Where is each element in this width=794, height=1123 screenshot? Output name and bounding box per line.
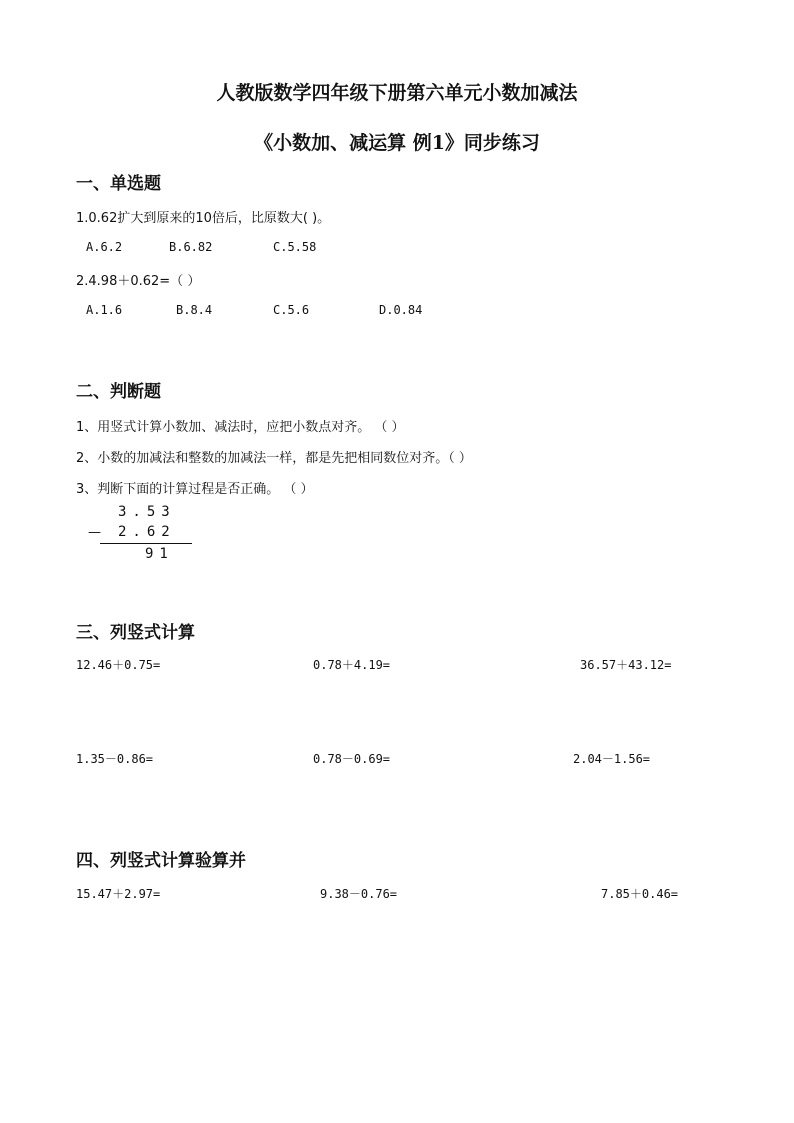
calc-4-3: 7.85＋0.46=: [601, 887, 679, 901]
calc-3-2: 0.78＋4.19=: [313, 658, 391, 672]
calc-3-5: 0.78－0.69=: [313, 752, 391, 766]
question-1-option-c: C.5.58: [273, 240, 317, 254]
calc-4-2: 9.38－0.76=: [320, 887, 398, 901]
vertical-top-number: 3.53: [118, 504, 176, 520]
question-1-option-b: B.6.82: [169, 240, 213, 254]
section-heading-single-choice: 一、单选题: [76, 174, 161, 194]
question-2-option-b: B.8.4: [176, 303, 213, 317]
calc-3-1: 12.46＋0.75=: [76, 658, 161, 672]
calc-3-4: 1.35－0.86=: [76, 752, 154, 766]
vertical-result-number: 91: [145, 546, 174, 562]
question-2-option-d: D.0.84: [379, 303, 423, 317]
page-subtitle: 《小数加、减运算 例1》同步练习: [254, 132, 540, 154]
calc-3-6: 2.04－1.56=: [573, 752, 651, 766]
judge-item-3: 3、判断下面的计算过程是否正确。 （ ）: [76, 482, 314, 497]
question-2: 2.4.98＋0.62=（ ）: [76, 274, 201, 289]
question-2-option-c: C.5.6: [273, 303, 310, 317]
section-heading-true-false: 二、判断题: [76, 382, 161, 402]
section-heading-vertical-calc: 三、列竖式计算: [76, 623, 195, 643]
minus-sign: —: [88, 525, 101, 540]
judge-item-1: 1、用竖式计算小数加、减法时，应把小数点对齐。 （ ）: [76, 420, 405, 435]
question-1-option-a: A.6.2: [86, 240, 123, 254]
vertical-result-line: [100, 543, 192, 544]
question-2-option-a: A.1.6: [86, 303, 123, 317]
page-title: 人教版数学四年级下册第六单元小数加减法: [216, 82, 578, 104]
vertical-bottom-number: 2.62: [118, 524, 176, 540]
calc-3-3: 36.57＋43.12=: [580, 658, 672, 672]
calc-4-1: 15.47＋2.97=: [76, 887, 161, 901]
question-1: 1.0.62扩大到原来的10倍后，比原数大( )。: [76, 211, 331, 226]
section-heading-calc-check: 四、列竖式计算验算并: [76, 851, 246, 871]
judge-item-2: 2、小数的加减法和整数的加减法一样，都是先把相同数位对齐。（ ）: [76, 451, 472, 466]
